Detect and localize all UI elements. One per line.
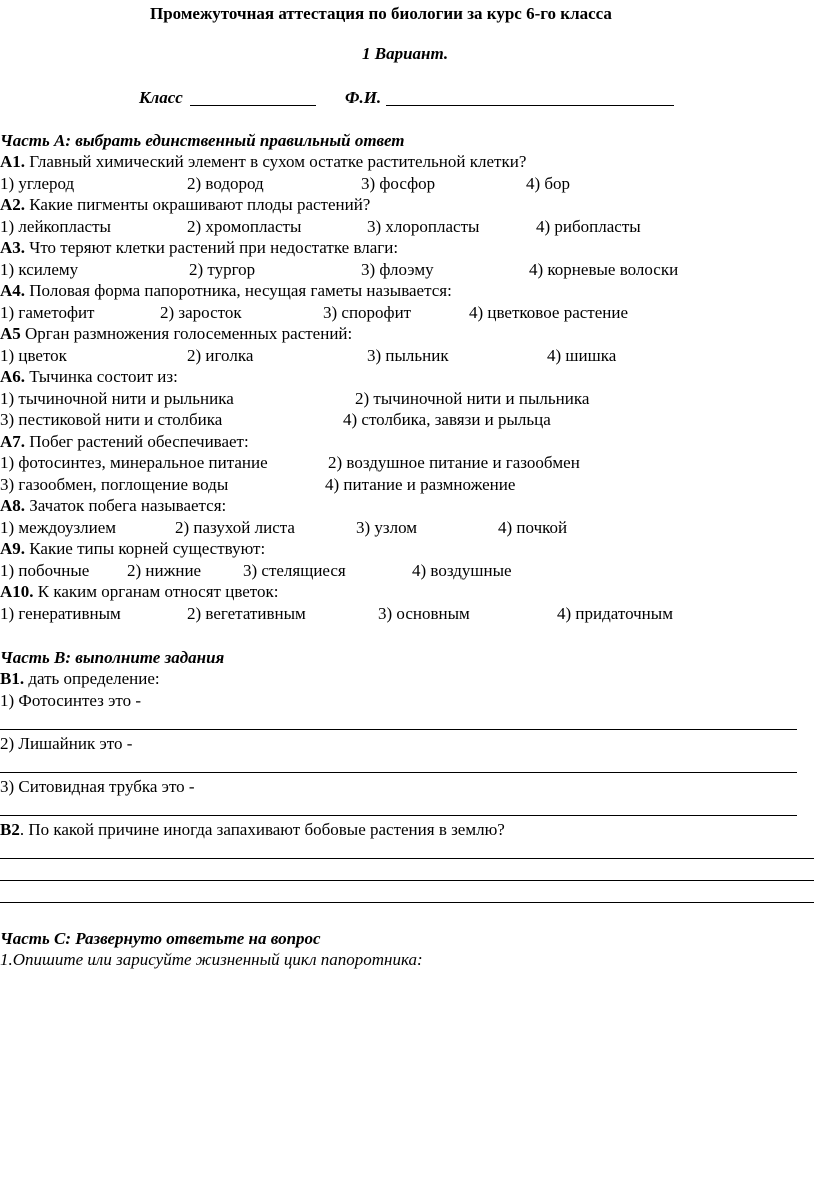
name-label: Ф.И. — [345, 88, 382, 107]
question-b2: В2. По какой причине иногда запахивают бобовые растения в землю? — [0, 820, 505, 839]
question-a3: А3. Что теряют клетки растений при недостатке влаги: — [0, 238, 399, 257]
option: 1) побочные — [0, 561, 90, 580]
option: 2) тычиночной нити и пыльника — [355, 389, 590, 408]
option: 3) пестиковой нити и столбика — [0, 410, 223, 429]
option: 3) хлоропласты — [367, 217, 480, 236]
answer-line[interactable] — [0, 880, 814, 881]
option: 2) пазухой листа — [175, 518, 295, 537]
part-c-heading: Часть С: Развернуто ответьте на вопрос — [0, 929, 321, 948]
option: 1) гаметофит — [0, 303, 95, 322]
answer-line[interactable] — [0, 858, 814, 859]
option: 4) столбика, завязи и рыльца — [343, 410, 551, 429]
option: 2) нижние — [127, 561, 202, 580]
page-title: Промежуточная аттестация по биологии за курс 6-го класса — [150, 4, 612, 23]
question-b1: В1. дать определение: — [0, 669, 160, 688]
variant-label: 1 Вариант. — [362, 44, 449, 63]
question-a8: А8. Зачаток побега называется: — [0, 496, 227, 515]
option: 1) фотосинтез, минеральное питание — [0, 453, 268, 472]
question-a2: А2. Какие пигменты окрашивают плоды растений? — [0, 195, 371, 214]
option: 1) лейкопласты — [0, 217, 111, 236]
option: 4) бор — [526, 174, 571, 193]
option: 3) фосфор — [361, 174, 436, 193]
option: 2) хромопласты — [187, 217, 302, 236]
option: 4) шишка — [547, 346, 617, 365]
option: 4) питание и размножение — [325, 475, 516, 494]
option: 4) цветковое растение — [469, 303, 629, 322]
answer-line[interactable] — [0, 902, 814, 903]
option: 2) воздушное питание и газообмен — [328, 453, 580, 472]
option: 1) цветок — [0, 346, 67, 365]
question-c1: 1.Опишите или зарисуйте жизненный цикл папоротника: — [0, 950, 423, 969]
definition-lichen: 2) Лишайник это - — [0, 734, 133, 753]
name-blank[interactable] — [386, 105, 674, 106]
definition-photosynthesis: 1) Фотосинтез это - — [0, 691, 142, 710]
question-a10: А10. К каким органам относят цветок: — [0, 582, 279, 601]
question-a1: А1. Главный химический элемент в сухом остатке растительной клетки? — [0, 152, 527, 171]
option: 3) газообмен, поглощение воды — [0, 475, 229, 494]
option: 4) рибопласты — [536, 217, 641, 236]
option: 1) междоузлием — [0, 518, 117, 537]
option: 4) придаточным — [557, 604, 673, 623]
definition-sieve-tube: 3) Ситовидная трубка это - — [0, 777, 195, 796]
answer-line[interactable] — [0, 772, 797, 773]
option: 4) корневые волоски — [529, 260, 679, 279]
option: 2) тургор — [189, 260, 256, 279]
question-a7: А7. Побег растений обеспечивает: — [0, 432, 249, 451]
option: 4) почкой — [498, 518, 568, 537]
option: 2) вегетативным — [187, 604, 306, 623]
question-a4: А4. Половая форма папоротника, несущая гаметы называется: — [0, 281, 452, 300]
option: 3) флоэму — [361, 260, 434, 279]
option: 2) водород — [187, 174, 264, 193]
option: 3) пыльник — [367, 346, 449, 365]
class-label: Класс — [139, 88, 183, 107]
option: 2) заросток — [160, 303, 242, 322]
option: 4) воздушные — [412, 561, 512, 580]
option: 1) ксилему — [0, 260, 79, 279]
part-a-heading: Часть А: выбрать единственный правильный ответ — [0, 131, 405, 150]
option: 3) спорофит — [323, 303, 412, 322]
option: 2) иголка — [187, 346, 254, 365]
question-a9: А9. Какие типы корней существуют: — [0, 539, 266, 558]
question-a6: А6. Тычинка состоит из: — [0, 367, 178, 386]
question-a5: А5 Орган размножения голосеменных растений: — [0, 324, 353, 343]
part-b-heading: Часть В: выполните задания — [0, 648, 225, 667]
option: 1) тычиночной нити и рыльника — [0, 389, 234, 408]
option: 3) стелящиеся — [243, 561, 346, 580]
option: 1) углерод — [0, 174, 75, 193]
option: 3) основным — [378, 604, 470, 623]
answer-line[interactable] — [0, 729, 797, 730]
class-blank[interactable] — [190, 105, 316, 106]
answer-line[interactable] — [0, 815, 797, 816]
option: 3) узлом — [356, 518, 418, 537]
option: 1) генеративным — [0, 604, 121, 623]
